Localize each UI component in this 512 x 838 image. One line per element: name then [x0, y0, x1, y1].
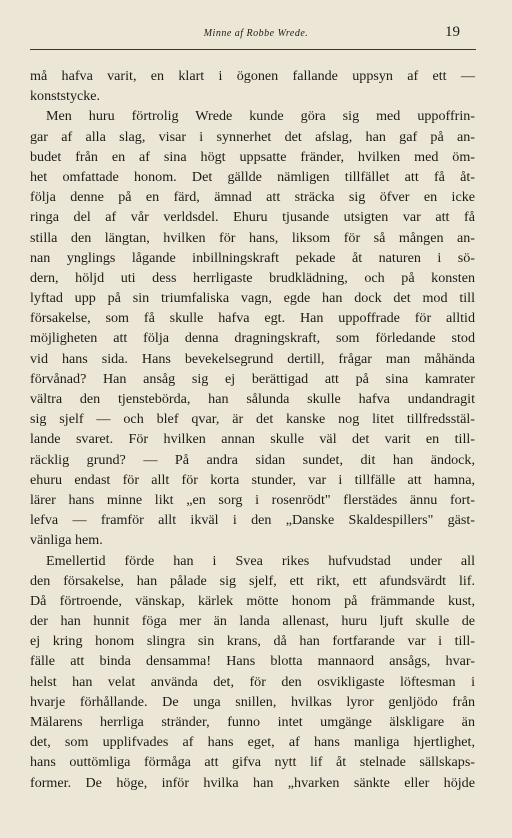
text-line: former. De höge, inför hvilka han „hvarken sänkte eller höjde — [30, 774, 475, 791]
text-line: hans outtömliga förmåga att gifva nytt lif åt stelnade sällskaps- — [30, 754, 475, 771]
text-line: sig sjelf — och blef qvar, är det kanske nog litet tillfredsstäl- — [30, 411, 475, 428]
page-number: 19 — [445, 24, 460, 40]
page-header — [0, 24, 512, 46]
text-line: följa denne på en färd, ämnad att sträcka sig öfver en icke — [30, 189, 475, 206]
header-rule — [30, 49, 476, 50]
text-line: nan ynglings lågande inbillningskraft pekade åt naturen i sö- — [30, 249, 475, 266]
text-line: vänliga hem. — [30, 532, 103, 549]
text-line: het omfattade honom. Det gällde nämligen tillfället att få åt- — [30, 168, 475, 185]
text-line: försakelse, som få skulle hafva egt. Han uppoffrade för alltid — [30, 310, 475, 327]
text-line: må hafva varit, en klart i ögonen fallande uppsyn af ett — — [30, 68, 475, 84]
text-line: ringa del af vår verldsdel. Ehuru tjusande utsigten var att få — [30, 209, 475, 226]
text-line: dern, höljd uti dess herrligaste brudklädning, och på konsten — [30, 269, 475, 286]
text-line: den försakelse, han pålade sig sjelf, ett rikt, ett afundsvärdt lif. — [30, 572, 475, 589]
text-line: räcklig grund? — På andra sidan sundet, dit han ändock, — [30, 451, 475, 468]
text-line: budet från en af sina högt uppsatte fränder, hvilken med öm- — [30, 148, 475, 165]
text-line: Mälarens herrliga stränder, funno intet umgänge älskligare än — [30, 714, 475, 730]
text-line: der han hunnit föga mer än landa allenast, huru ljuft skulle de — [30, 613, 475, 630]
text-line: hvarje förhållande. De unga snillen, hvilkas lyror genljödo från — [30, 693, 475, 710]
text-line: vid hans sida. Hans bevekelsegrund dertill, frågar man måhända — [30, 350, 475, 367]
text-line: konststycke. — [30, 88, 101, 105]
body-text — [30, 66, 475, 793]
text-line: Emellertid förde han i Svea rikes hufvudstad under all — [46, 552, 475, 569]
text-line: ej kring honom slingra sin krans, då han fortfarande var i till- — [30, 633, 475, 650]
text-line: det, som upplifvades af hans eget, af hans manliga hjertlighet, — [30, 734, 475, 751]
text-line: möjligheten att följa denna dragningskraft, som förledande stod — [30, 330, 475, 347]
text-line: ehuru endast för allt för korta stunder, var i tillfälle att hamna, — [30, 471, 475, 488]
text-line: lefva — framför allt ikväl i den „Danske Skaldespillers" gäst- — [30, 512, 475, 529]
text-line: fälle att binda densamma! Hans blotta mannaord ansågs, hvar- — [30, 653, 475, 670]
text-line: stilla den längtan, hvilken för hans, liksom för så mången an- — [30, 229, 475, 246]
text-line: gar af alla slag, visar i synnerhet det afslag, han gaf på an- — [30, 128, 475, 145]
text-line: Men huru förtrolig Wrede kunde göra sig med uppoffrin- — [46, 108, 475, 125]
text-line: Då förtroende, vänskap, kärlek mötte honom på främmande kust, — [30, 592, 475, 609]
text-line: lärer hans minne likt „en sorg i rosenrödt" flerstädes ännu fort- — [30, 491, 475, 508]
text-line: förvånad? Han ansåg sig ej berättigad att på sina kamrater — [30, 370, 475, 387]
running-title: Minne af Robbe Wrede. — [203, 28, 309, 39]
text-line: lande svaret. För hvilken annan skulle väl det varit en till- — [30, 431, 475, 448]
text-line: vältra den tjenstebörda, han sålunda skulle hafva undandragit — [30, 391, 475, 407]
text-line: helst han velat använda det, för den osvikligaste löftesman i — [30, 673, 475, 690]
text-line: lyftad upp på sin triumfaliska vagn, egde han dock det mod till — [30, 290, 475, 307]
